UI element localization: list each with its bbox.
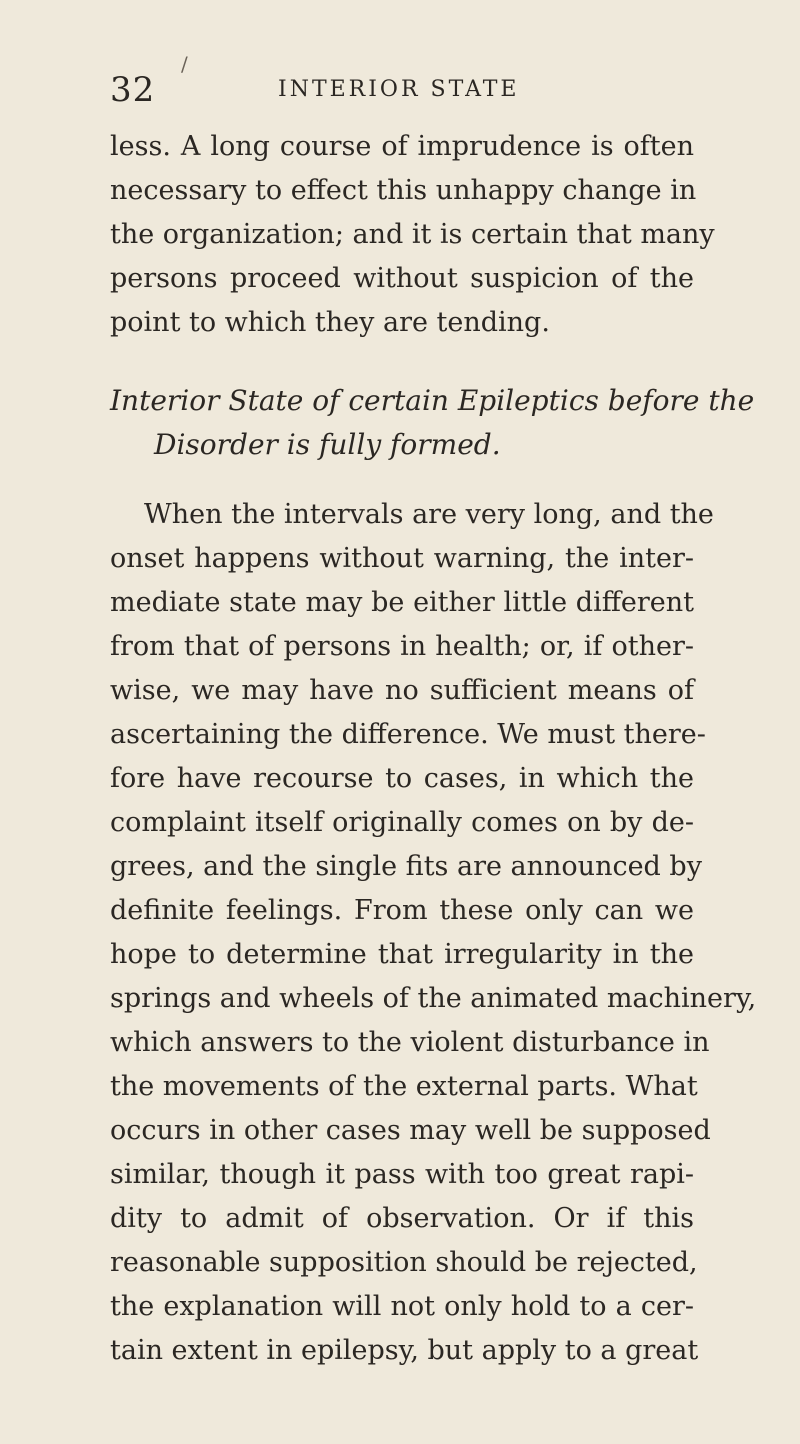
text-line: which answers to the violent disturbance in bbox=[110, 1027, 710, 1058]
text-line: the movements of the external parts. What bbox=[110, 1071, 698, 1102]
text-line: reasonable supposition should be rejected, bbox=[110, 1247, 698, 1278]
page-number: 32 bbox=[110, 70, 156, 110]
text-line: less. A long course of imprudence is often bbox=[110, 131, 694, 162]
text-line: occurs in other cases may well be supposed bbox=[110, 1115, 711, 1146]
text-line: When the intervals are very long, and the bbox=[144, 499, 714, 530]
text-line: definite feelings. From these only can we bbox=[110, 895, 694, 926]
section-heading-line: Interior State of certain Epileptics before the bbox=[110, 384, 755, 417]
section-heading-line: Disorder is fully formed. bbox=[154, 428, 501, 461]
text-line: ascertaining the difference. We must there- bbox=[110, 719, 706, 750]
text-line: grees, and the single fits are announced by bbox=[110, 851, 702, 882]
text-line: dity to admit of observation. Or if this bbox=[110, 1203, 694, 1234]
text-line: the organization; and it is certain that many bbox=[110, 219, 715, 250]
text-line: from that of persons in health; or, if other- bbox=[110, 631, 694, 662]
running-title: INTERIOR STATE bbox=[278, 77, 520, 102]
text-line: fore have recourse to cases, in which the bbox=[110, 763, 694, 794]
text-line: point to which they are tending. bbox=[110, 307, 550, 338]
text-line: necessary to effect this unhappy change in bbox=[110, 175, 697, 206]
body-text bbox=[110, 125, 757, 1373]
text-line: mediate state may be either little different bbox=[110, 587, 694, 618]
text-line: onset happens without warning, the inter- bbox=[110, 543, 694, 574]
text-line: springs and wheels of the animated machinery, bbox=[110, 983, 757, 1014]
running-head bbox=[110, 70, 540, 110]
section-heading bbox=[110, 379, 755, 467]
paragraph-2 bbox=[110, 493, 757, 1373]
text-line: similar, though it pass with too great rapi- bbox=[110, 1159, 694, 1190]
text-line: hope to determine that irregularity in the bbox=[110, 939, 694, 970]
text-line: persons proceed without suspicion of the bbox=[110, 263, 694, 294]
text-line: complaint itself originally comes on by de- bbox=[110, 807, 694, 838]
text-line: tain extent in epilepsy, but apply to a great bbox=[110, 1335, 699, 1366]
text-line: wise, we may have no sufficient means of bbox=[110, 675, 694, 706]
text-line: the explanation will not only hold to a cer- bbox=[110, 1291, 694, 1322]
paragraph-1 bbox=[110, 125, 715, 345]
pencil-mark: / bbox=[181, 52, 188, 76]
